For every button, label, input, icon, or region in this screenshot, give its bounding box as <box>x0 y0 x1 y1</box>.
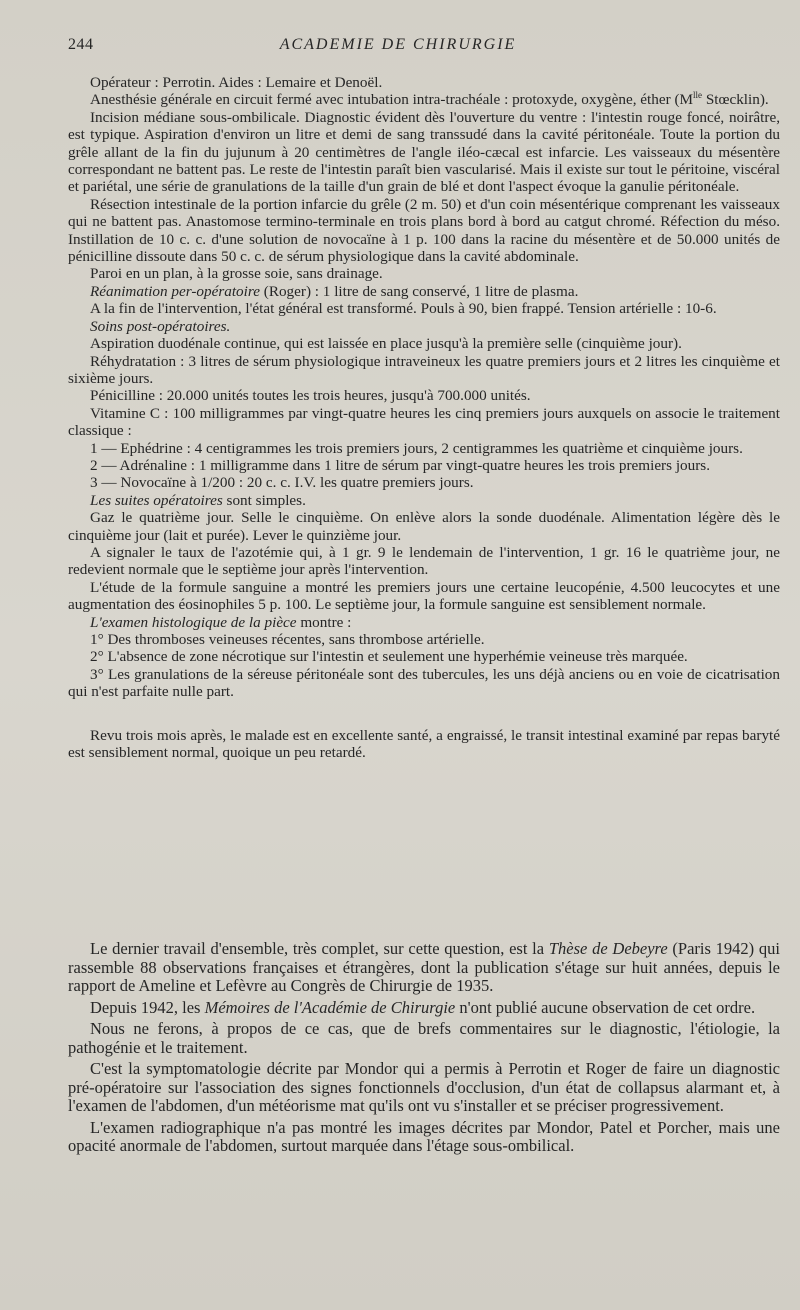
paragraph-incision: Incision médiane sous-ombilicale. Diagnostic évident dès l'ouverture du ventre : l'intestin rouge foncé, noirâtre, est typique. Aspiration d'environ un litre et demi de sang transsudé dans la cavité péritonéale. Toute la portion du grêle allant de la fin du jujunum à 20 centimètres de l'angle iléo-cæcal est infarcie. Les vaisseaux du mésentère correspondant ne battent pas. Le reste de l'intestin paraît bien vascularisé. Mais il existe sur tout le péritoine, viscéral et pariétal, une série de granulations de la taille d'un grain de blé et dont l'aspect évoque la ganulie péritonéale. <box>68 108 780 196</box>
paragraph-debeyre <box>68 940 780 996</box>
memoires-text: Depuis 1942, les <box>90 997 205 1017</box>
examen-heading: L'examen histologique de la pièce <box>90 613 297 631</box>
paragraph-resection: Résection intestinale de la portion infarcie du grêle (2 m. 50) et d'un coin mésentérique comprenant les vaisseaux qui ne battent pas. Anastomose termino-terminale en trois plans bord à bord au catgut chromé. Réfection du méso. Instillation de 10 c. c. d'une solution de novocaïne à 1 p. 100 dans la racine du mésentère et de 50.000 unités de pénicilline dissoute dans 50 c. c. de sérum physiologique dans la cavité abdominale. <box>68 195 780 266</box>
anesthesie-sup: lle <box>693 90 703 101</box>
paragraph-commentaires: Nous ne ferons, à propos de ce cas, que de brefs commentaires sur le diagnostic, l'étiologie, la pathogénie et le traitement. <box>68 1019 780 1057</box>
section-gap <box>68 701 780 727</box>
reanimation-text: (Roger) : 1 litre de sang conservé, 1 litre de plasma. <box>259 282 579 300</box>
discussion <box>68 940 780 1159</box>
paragraph-reanimation <box>68 283 780 300</box>
paragraph-aspiration: Aspiration duodénale continue, qui est laissée en place jusqu'à la première selle (cinquième jour). <box>90 335 682 353</box>
memoires-text-end: n'ont publié aucune observation de cet ordre. <box>455 997 756 1017</box>
paragraph-revu: Revu trois mois après, le malade est en excellente santé, a engraissé, le transit intestinal examiné par repas baryté est sensiblement normal, quoique un peu retardé. <box>68 726 780 762</box>
anesthesie-text-end: Stœcklin). <box>702 91 769 109</box>
debeyre-text-end: (Paris 1942) qui rassemble 88 observations françaises et étrangères, dont la publication s'étage sur huit années, depuis le rapport de Ameline et Lefèvre au Congrès de Chirurgie de 1935. <box>68 939 781 995</box>
suites-heading: Les suites opératoires <box>90 491 223 509</box>
paragraph-memoires <box>68 999 780 1018</box>
page-number: 244 <box>68 36 94 53</box>
paragraph-rehydratation: Réhydratation : 3 litres de sérum physiologique intraveineux les quatre premiers jours et 2 litres les cinquième et sixième jours. <box>68 352 780 387</box>
treatment-item: 3 — Novocaïne à 1/200 : 20 c. c. I.V. les quatre premiers jours. <box>90 474 474 492</box>
paragraph-radiographie: L'examen radiographique n'a pas montré les images décrites par Mondor, Patel et Porcher, mais une opacité anormale de l'abdomen, surtout marquée dans l'étage sous-ombilical. <box>68 1117 780 1155</box>
paragraph-formule: L'étude de la formule sanguine a montré les premiers jours une certaine leucopénie, 4.500 leucocytes et une augmentation des éosinophiles 5 p. 100. Le septième jour, la formule sanguine est sensiblement normale. <box>68 578 780 614</box>
page-header <box>68 36 728 62</box>
paragraph-operateur: Opérateur : Perrotin. Aides : Lemaire et Denoël. <box>90 74 383 91</box>
paragraph-anesthesie <box>68 91 780 108</box>
paragraph-azotemie: A signaler le taux de l'azotémie qui, à 1 gr. 9 le lendemain de l'intervention, 1 gr. 16 le quatrième jour, ne redevient normale que le septième jour après l'intervention. <box>68 543 780 579</box>
histology-item: 3° Les granulations de la séreuse péritonéale sont des tubercules, les uns déjà anciens ou en voie de cicatrisation qui n'est parfaite nulle part. <box>68 665 780 701</box>
paragraph-gaz: Gaz le quatrième jour. Selle le cinquième. On enlève alors la sonde duodénale. Alimentation légère dès le cinquième jour (lait et purée). Lever le quinzième jour. <box>68 509 780 544</box>
treatment-item: 2 — Adrénaline : 1 milligramme dans 1 litre de sérum par vingt-quatre heures les trois premiers jours. <box>90 456 710 474</box>
paragraph-fin-intervention: A la fin de l'intervention, l'état général est transformé. Pouls à 90, bien frappé. Tension artérielle : 10-6. <box>90 300 717 318</box>
paragraph-examen <box>68 614 780 631</box>
paragraph-suites <box>68 492 780 509</box>
anesthesie-text: Anesthésie générale en circuit fermé avec intubation intra-trachéale : protoxyde, oxygène, éther (M <box>90 91 694 109</box>
histology-item: 1° Des thromboses veineuses récentes, sans thrombose artérielle. <box>90 631 485 648</box>
suites-text: sont simples. <box>222 491 306 509</box>
paragraph-symptomatologie: C'est la symptomatologie décrite par Mondor qui a permis à Perrotin et Roger de faire un diagnostic pré-opératoire sur l'association des signes fonctionnels d'occlusion, d'un état de collapsus alarmant et, à l'examen de l'abdomen, d'un météorisme mat qu'ils ont vu s'installer et se préciser progressivement. <box>68 1059 780 1115</box>
paragraph-vitamine: Vitamine C : 100 milligrammes par vingt-quatre heures les cinq premiers jours auxquels on associe le traitement classique : <box>68 404 780 440</box>
reanimation-heading: Réanimation per-opératoire <box>90 282 260 300</box>
histology-item: 2° L'absence de zone nécrotique sur l'intestin et seulement une hyperhémie veineuse très marquée. <box>90 648 688 666</box>
memoires-title: Mémoires de l'Académie de Chirurgie <box>204 997 456 1017</box>
paragraph-penicilline: Pénicilline : 20.000 unités toutes les trois heures, jusqu'à 700.000 unités. <box>90 387 531 405</box>
running-title: ACADEMIE DE CHIRURGIE <box>279 36 517 53</box>
soins-heading: Soins post-opératoires. <box>90 317 231 335</box>
treatment-item: 1 — Ephédrine : 4 centigrammes les trois premiers jours, 2 centigrammes les quatrième et cinquième jours. <box>90 439 743 457</box>
these-title: Thèse de Debeyre <box>548 939 668 958</box>
debeyre-text: Le dernier travail d'ensemble, très complet, sur cette question, est la <box>90 939 549 958</box>
paragraph-paroi: Paroi en un plan, à la grosse soie, sans drainage. <box>90 265 383 283</box>
examen-text: montre : <box>296 613 352 631</box>
case-report <box>68 74 780 761</box>
